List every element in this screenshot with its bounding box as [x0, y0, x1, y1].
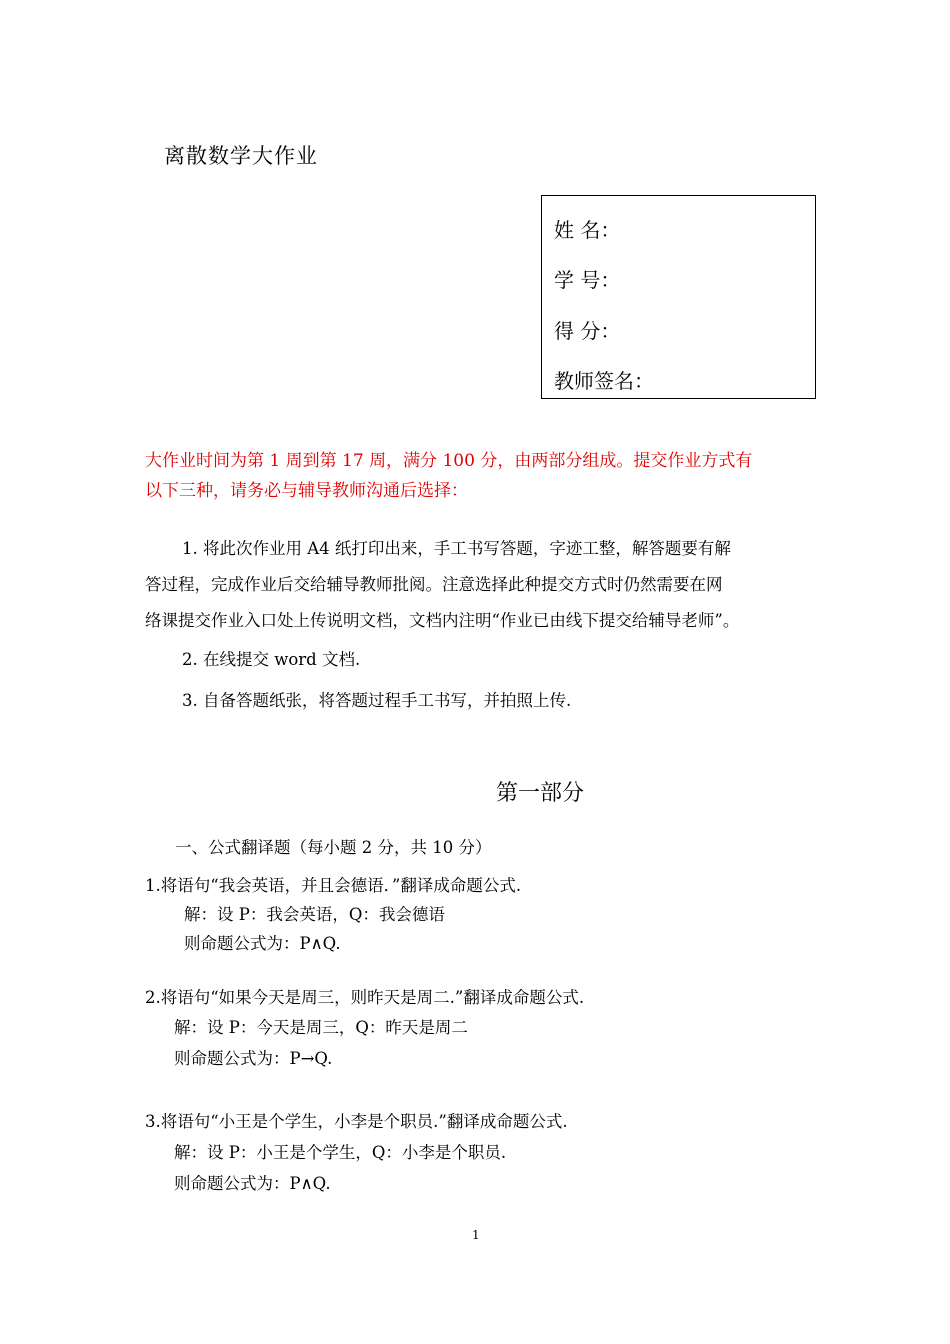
- method-1-line-3: 络课提交作业入口处上传说明文档，文档内注明“作业已由线下提交给辅导老师”。: [145, 611, 740, 630]
- question-2: 2.将语句“如果今天是周三，则昨天是周二.”翻译成命题公式.: [145, 988, 585, 1007]
- method-3: 3. 自备答题纸张，将答题过程手工书写，并拍照上传.: [182, 691, 572, 710]
- question-2-formula: 则命题公式为：P→Q.: [174, 1049, 333, 1068]
- student-id-field-label: 学 号：: [554, 268, 621, 292]
- question-1-formula: 则命题公式为：P∧Q.: [184, 934, 341, 953]
- teacher-signature-field-label: 教师签名：: [554, 369, 654, 393]
- score-field-label: 得 分：: [554, 319, 621, 343]
- document-title: 离散数学大作业: [164, 144, 318, 168]
- name-field-label: 姓 名：: [554, 218, 621, 242]
- section-heading: 一、公式翻译题（每小题 2 分，共 10 分）: [175, 838, 492, 857]
- student-info-box: [541, 195, 816, 399]
- notice-line-2: 以下三种，请务必与辅导教师沟通后选择：: [145, 481, 468, 501]
- question-3-solution: 解：设 P：小王是个学生，Q：小李是个职员.: [174, 1143, 507, 1162]
- method-1-line-2: 答过程，完成作业后交给辅导教师批阅。注意选择此种提交方式时仍然需要在网: [145, 575, 723, 594]
- question-3-formula: 则命题公式为：P∧Q.: [174, 1174, 331, 1193]
- question-1-solution: 解：设 P：我会英语，Q：我会德语: [184, 905, 445, 924]
- question-3: 3.将语句“小王是个学生，小李是个职员.”翻译成命题公式.: [145, 1112, 568, 1131]
- question-1: 1.将语句“我会英语，并且会德语．”翻译成命题公式.: [145, 876, 522, 895]
- method-1-line-1: 1. 将此次作业用 A4 纸打印出来，手工书写答题，字迹工整，解答题要有解: [182, 539, 731, 558]
- question-2-solution: 解：设 P：今天是周三，Q：昨天是周二: [174, 1018, 468, 1037]
- notice-line-1: 大作业时间为第 1 周到第 17 周，满分 100 分，由两部分组成。提交作业方式有: [145, 451, 753, 471]
- part-title: 第一部分: [495, 781, 584, 806]
- page-number: 1: [472, 1228, 480, 1242]
- method-2: 2. 在线提交 word 文档.: [182, 650, 361, 669]
